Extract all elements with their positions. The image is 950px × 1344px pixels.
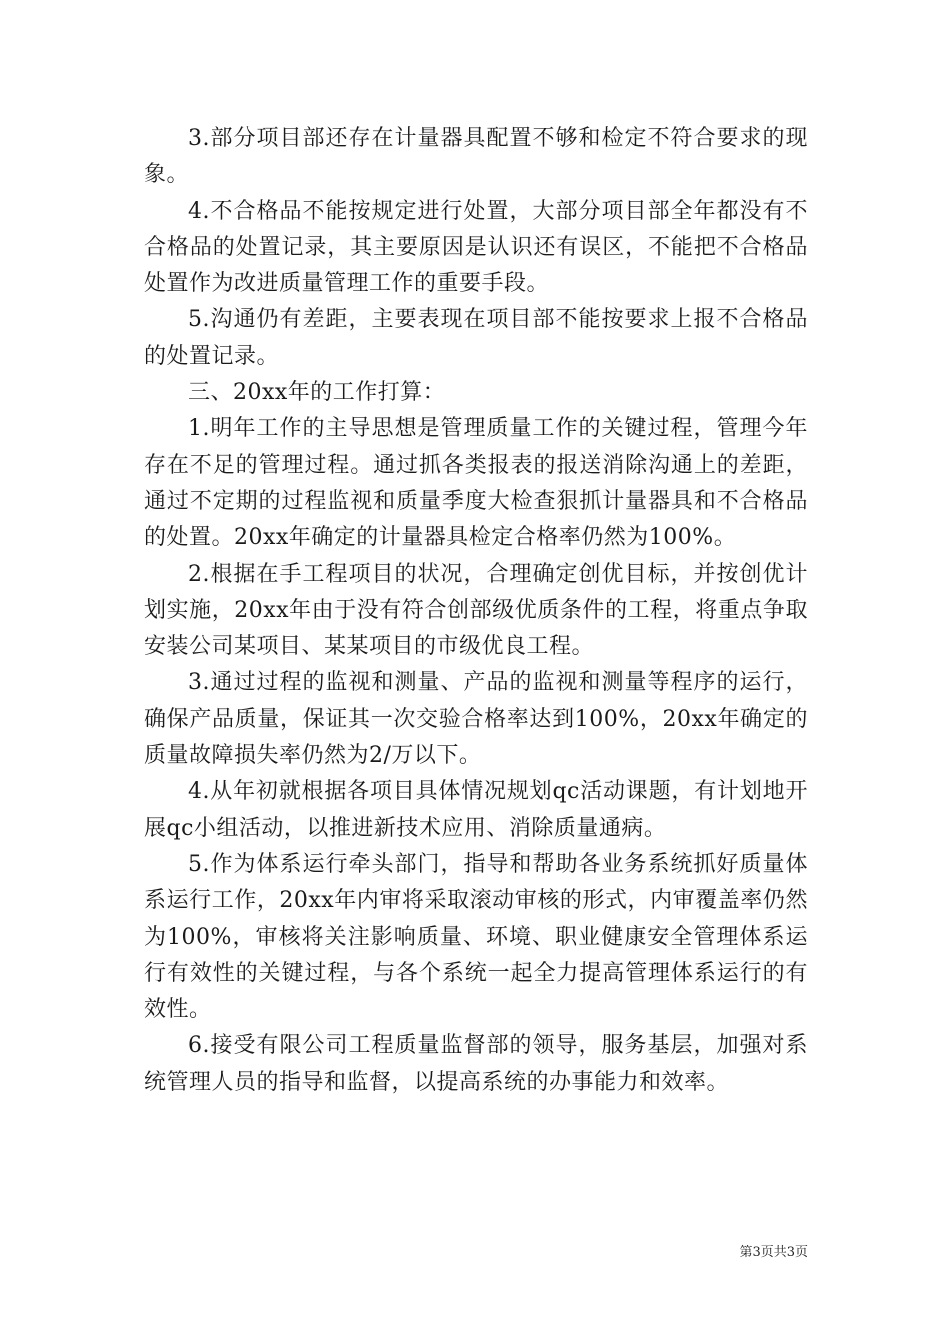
plan-item-6: 6.接受有限公司工程质量监督部的领导，服务基层，加强对系统管理人员的指导和监督，以提高系统的办事能力和效率。 (144, 1033, 808, 1095)
plan-item-1: 1.明年工作的主导思想是管理质量工作的关键过程，管理今年存在不足的管理过程。通过抓各类报表的报送消除沟通上的差距，通过不定期的过程监视和质量季度大检查狠抓计量器具和不合格品的处置。20xx年确定的计量器具检定合格率仍然为100%。 (144, 416, 808, 551)
page-number: 第3页共3页 (739, 1245, 808, 1260)
paragraph-item-4-nonconforming: 4.不合格品不能按规定进行处置，大部分项目部全年都没有不合格品的处置记录，其主要原因是认识还有误区，不能把不合格品处置作为改进质量管理工作的重要手段。 (144, 198, 808, 297)
paragraph-item-5-communication: 5.沟通仍有差距，主要表现在项目部不能按要求上报不合格品的处置记录。 (144, 307, 808, 369)
plan-item-2: 2.根据在手工程项目的状况，合理确定创优目标，并按创优计划实施，20xx年由于没有符合创部级优质条件的工程，将重点争取安装公司某项目、某某项目的市级优良工程。 (144, 561, 808, 660)
plan-item-5: 5.作为体系运行牵头部门，指导和帮助各业务系统抓好质量体系运行工作，20xx年内审将采取滚动审核的形式，内审覆盖率仍然为100%，审核将关注影响质量、环境、职业健康安全管理体系运行有效性的关键过程，与各个系统一起全力提高管理体系运行的有效性。 (144, 851, 808, 1023)
paragraph-item-3-measuring-tools: 3.部分项目部还存在计量器具配置不够和检定不符合要求的现象。 (144, 126, 808, 188)
section-heading-work-plan: 三、20xx年的工作打算： (188, 380, 446, 406)
document-body (144, 121, 808, 1101)
plan-item-3: 3.通过过程的监视和测量、产品的监视和测量等程序的运行，确保产品质量，保证其一次交验合格率达到100%，20xx年确定的质量故障损失率仍然为2/万以下。 (144, 670, 808, 769)
plan-item-4: 4.从年初就根据各项目具体情况规划qc活动课题，有计划地开展qc小组活动，以推进新技术应用、消除质量通病。 (144, 779, 808, 841)
